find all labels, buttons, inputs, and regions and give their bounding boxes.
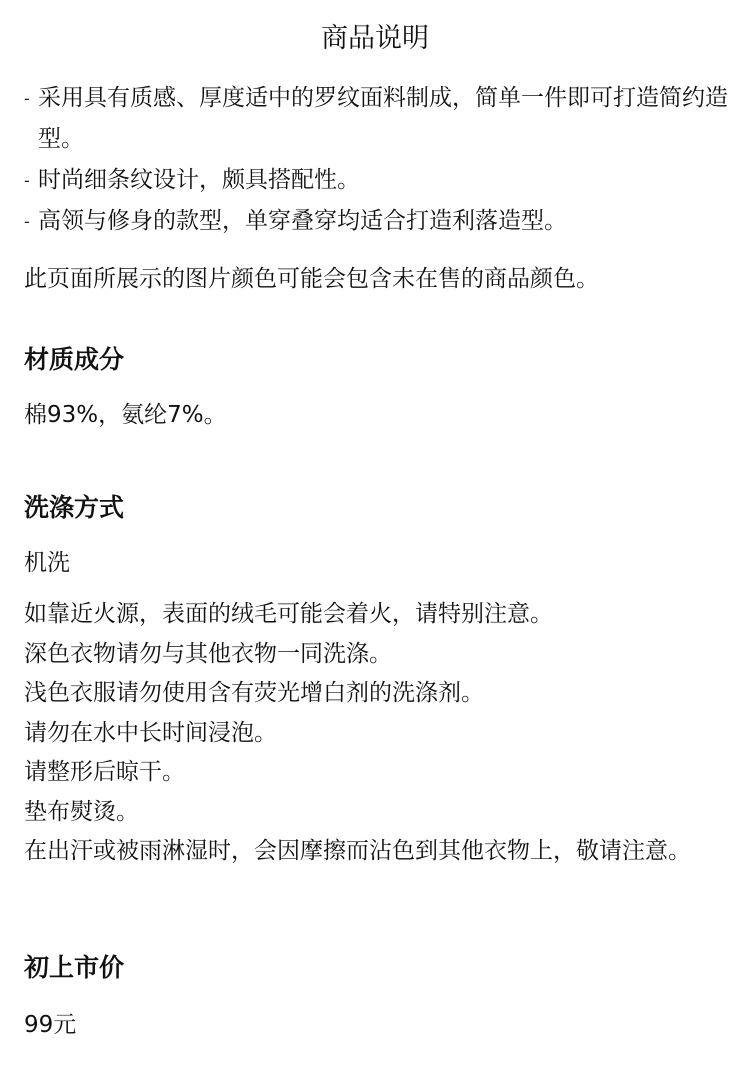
feature-bullet-text: 时尚细条纹设计，颇具搭配性。	[38, 167, 360, 193]
feature-bullet-item	[24, 160, 734, 201]
care-instructions-list	[24, 595, 734, 872]
material-heading: 材质成分	[24, 345, 125, 374]
price-heading: 初上市价	[24, 953, 125, 982]
feature-bullet-item	[24, 78, 734, 160]
page-title: 商品说明	[321, 23, 429, 54]
feature-bullet-list	[24, 78, 734, 242]
color-notice: 此页面所展示的图片颜色可能会包含未在售的商品颜色。	[24, 266, 599, 292]
material-content: 棉93%，氨纶7%。	[24, 402, 227, 428]
care-instruction-item: 请勿在水中长时间浸泡。	[24, 719, 277, 746]
feature-bullet-text: 高领与修身的款型，单穿叠穿均适合打造利落造型。	[38, 208, 567, 234]
feature-bullet-text: 采用具有质感、厚度适中的罗纹面料制成，简单一件即可打造简约造型。	[38, 85, 728, 152]
bullet-marker: -	[24, 89, 30, 108]
care-instruction-item: 深色衣物请勿与其他衣物一同洗涤。	[24, 640, 392, 667]
care-instruction-item: 垫布熨烫。	[24, 798, 139, 825]
care-instruction-item: 浅色衣服请勿使用含有荧光增白剂的洗涤剂。	[24, 680, 484, 706]
price-value: 99元	[24, 1012, 77, 1038]
washing-heading: 洗涤方式	[24, 493, 125, 522]
care-instruction-item: 在出汗或被雨淋湿时，会因摩擦而沾色到其他衣物上，敬请注意。	[24, 838, 691, 864]
feature-bullet-item	[24, 201, 734, 242]
bullet-marker: -	[24, 212, 30, 231]
care-instruction-item: 请整形后晾干。	[24, 759, 185, 785]
care-instruction-item: 如靠近火源，表面的绒毛可能会着火，请特别注意。	[24, 601, 553, 627]
washing-method: 机洗	[24, 550, 70, 576]
bullet-marker: -	[24, 171, 30, 190]
